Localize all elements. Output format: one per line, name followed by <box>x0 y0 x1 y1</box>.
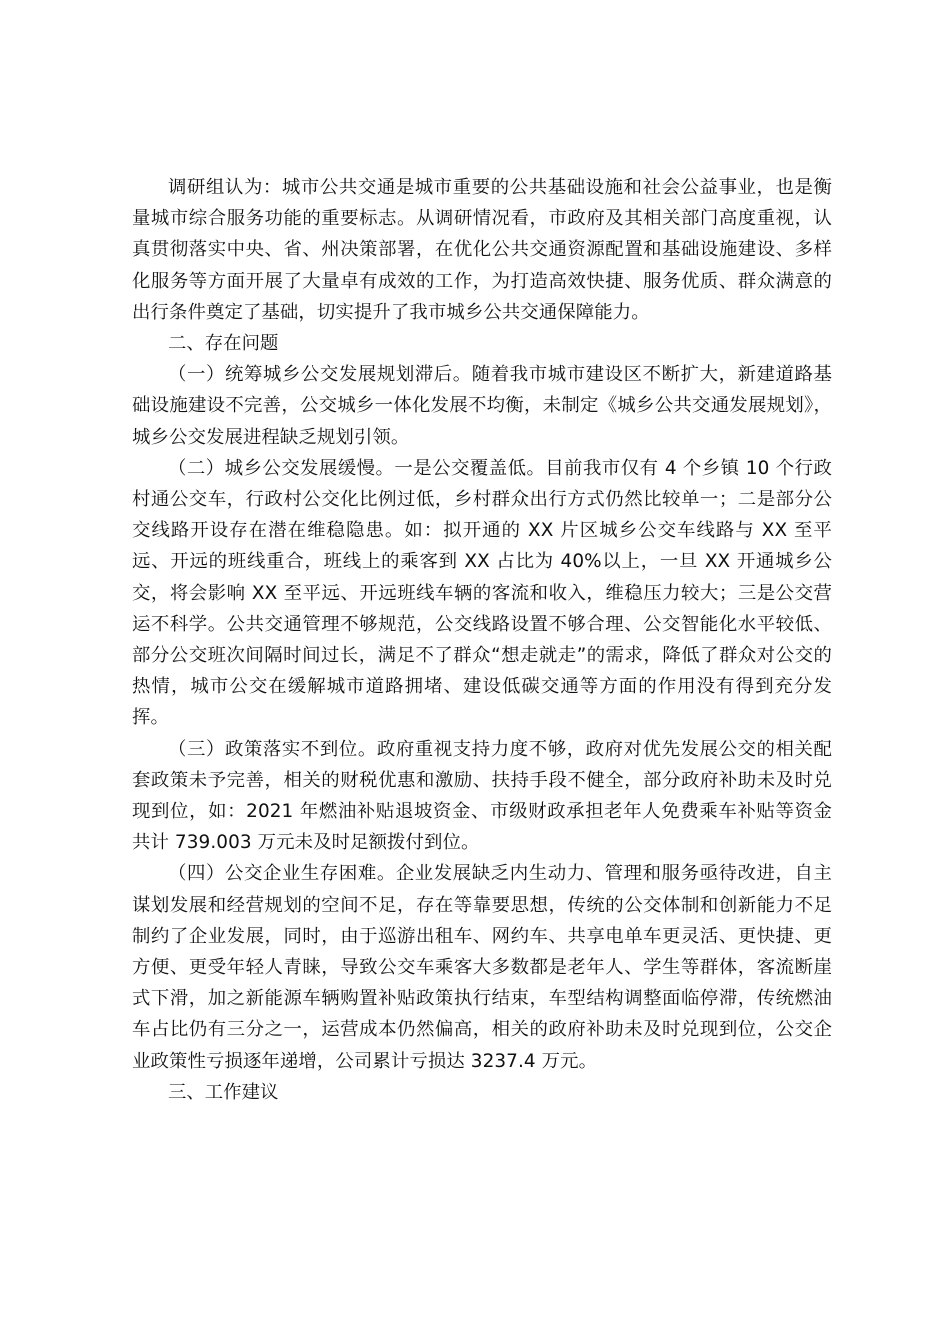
paragraph-problem-2: （二）城乡公交发展缓慢。一是公交覆盖低。目前我市仅有 4 个乡镇 10 个行政村通公交车，行政村公交化比例过低，乡村群众出行方式仍然比较单一；二是部分公交线路开设存在潜在维稳隐患。如：拟开通的 XX 片区城乡公交车线路与 XX 至平远、开远的班线重合，班线上的乘客到 XX 占比为 40%以上，一旦 XX 开通城乡公交，将会影响 XX 至平远、开远班线车辆的客流和收入，维稳压力较大；三是公交营运不科学。公共交通管理不够规范，公交线路设置不够合理、公交智能化水平较低、部分公交班次间隔时间过长，满足不了群众“想走就走”的需求，降低了群众对公交的热情，城市公交在缓解城市道路拥堵、建设低碳交通等方面的作用没有得到充分发挥。 <box>132 457 832 729</box>
paragraph-problem-3: （三）政策落实不到位。政府重视支持力度不够，政府对优先发展公交的相关配套政策未予完善，相关的财税优惠和激励、扶持手段不健全，部分政府补助未及时兑现到位，如：2021 年燃油补贴退坡资金、市级财政承担老年人免费乘车补贴等资金共计 739.003 万元未及时足额拨付到位。 <box>132 738 832 854</box>
section-heading-suggestions: 三、工作建议 <box>168 1081 279 1103</box>
paragraph-research-conclusion: 调研组认为：城市公共交通是城市重要的公共基础设施和社会公益事业，也是衡量城市综合服务功能的重要标志。从调研情况看，市政府及其相关部门高度重视，认真贯彻落实中央、省、州决策部署，在优化公共交通资源配置和基础设施建设、多样化服务等方面开展了大量卓有成效的工作，为打造高效快捷、服务优质、群众满意的出行条件奠定了基础，切实提升了我市城乡公共交通保障能力。 <box>132 177 832 323</box>
paragraph-problem-1: （一）统筹城乡公交发展规划滞后。随着我市城市建设区不断扩大，新建道路基础设施建设不完善，公交城乡一体化发展不均衡，未制定《城乡公共交通发展规划》，城乡公交发展进程缺乏规划引领。 <box>132 364 832 448</box>
paragraph-problem-4: （四）公交企业生存困难。企业发展缺乏内生动力、管理和服务亟待改进，自主谋划发展和经营规划的空间不足，存在等靠要思想，传统的公交体制和创新能力不足制约了企业发展，同时，由于巡游出租车、网约车、共享电单车更灵活、更快捷、更方便、更受年轻人青睐，导致公交车乘客大多数都是老年人、学生等群体，客流断崖式下滑，加之新能源车辆购置补贴政策执行结束，车型结构调整面临停滞，传统燃油车占比仍有三分之一，运营成本仍然偏高，相关的政府补助未及时兑现到位，公交企业政策性亏损逐年递增，公司累计亏损达 3237.4 万元。 <box>132 863 832 1072</box>
section-heading-problems: 二、存在问题 <box>168 333 279 355</box>
document-body <box>132 172 832 1108</box>
